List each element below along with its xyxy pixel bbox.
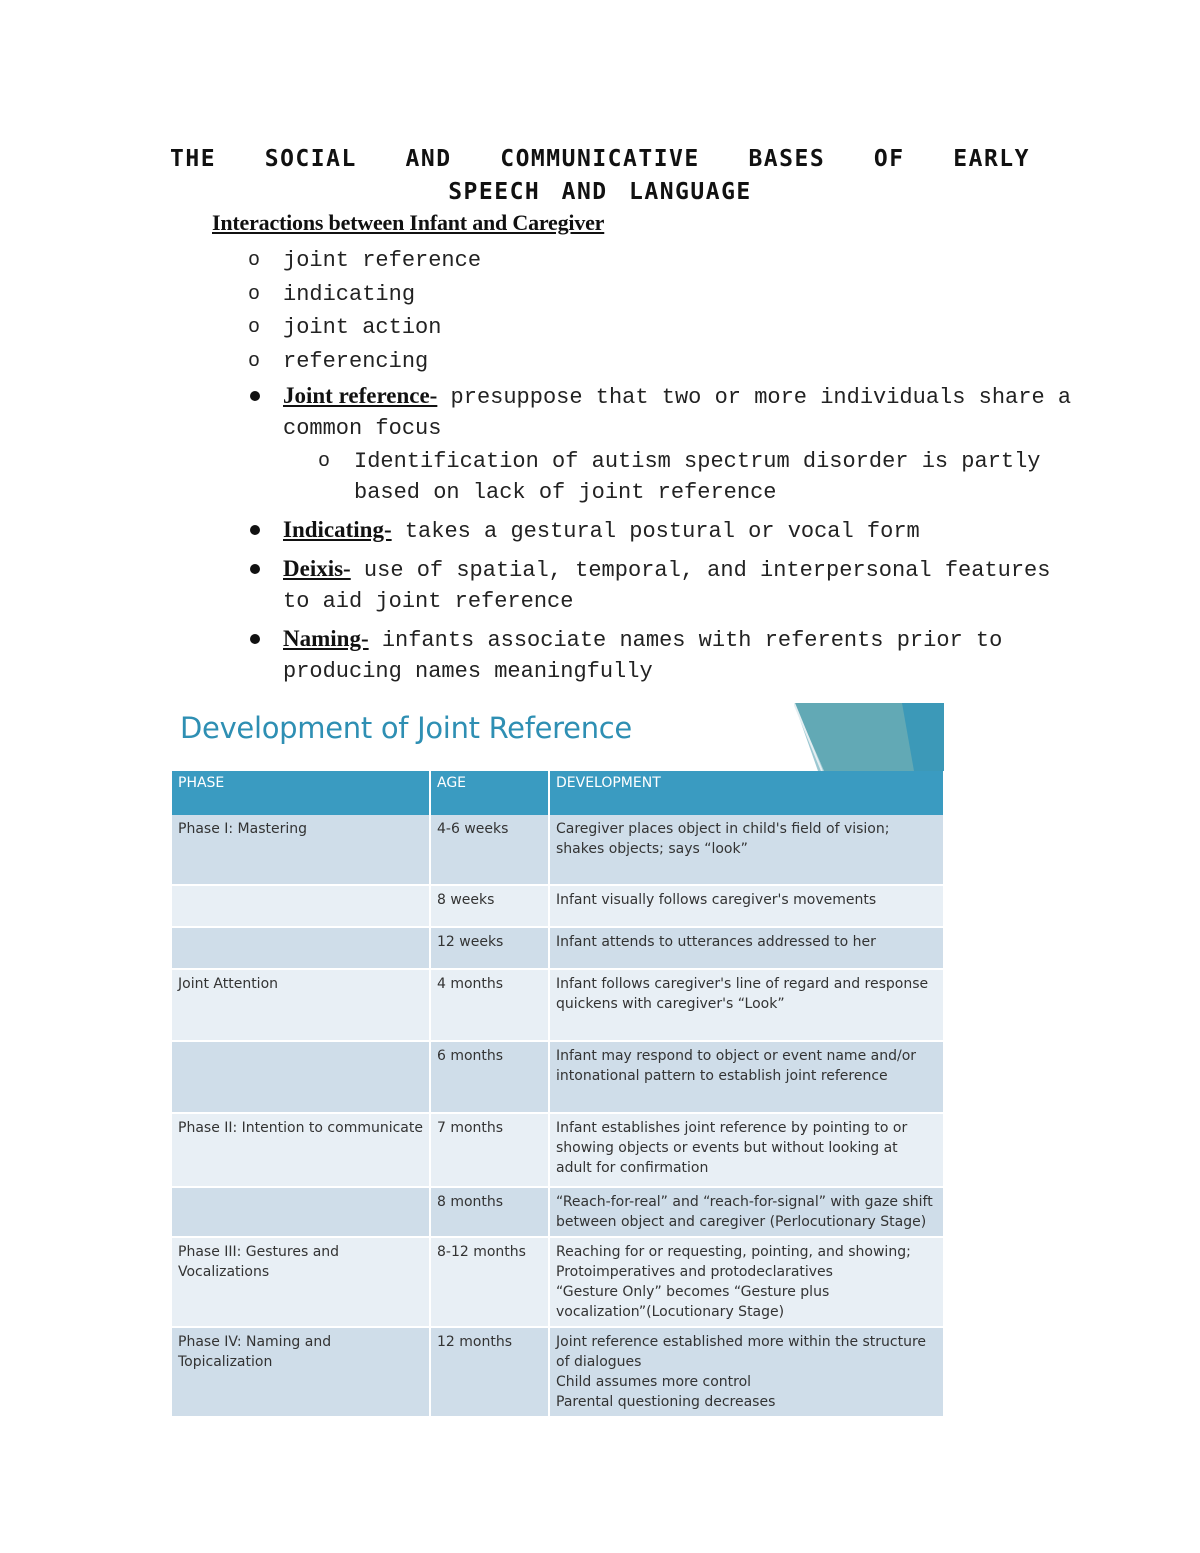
header-development: DEVELOPMENT xyxy=(549,771,944,815)
title-line-2: SPEECH AND LANGUAGE xyxy=(448,179,752,205)
cell-development: Infant may respond to object or event name and/or intonational pattern to establish joint reference xyxy=(549,1041,944,1113)
cell-phase: Phase III: Gestures and Vocalizations xyxy=(172,1237,430,1327)
cell-phase: Joint Attention xyxy=(172,969,430,1041)
cell-development: Joint reference established more within the structure of dialogues Child assumes more control Parental questioning decreases xyxy=(549,1327,944,1417)
title-line-1: THE SOCIAL AND COMMUNICATIVE BASES OF EARLY xyxy=(170,146,1030,172)
table-row xyxy=(172,1187,944,1237)
table-row xyxy=(172,885,944,927)
slide-title: Development of Joint Reference xyxy=(180,711,632,745)
term: Naming- xyxy=(283,626,369,651)
cell-development: “Reach-for-real” and “reach-for-signal” with gaze shift between object and caregiver (Perlocutionary Stage) xyxy=(549,1187,944,1237)
table-row xyxy=(172,1041,944,1113)
header-phase: PHASE xyxy=(172,771,430,815)
bullet-icon xyxy=(250,564,260,574)
cell-phase xyxy=(172,1187,430,1237)
definition-joint-reference xyxy=(248,380,1078,508)
cell-phase xyxy=(172,885,430,927)
cell-development: Infant visually follows caregiver's movements xyxy=(549,885,944,927)
header-age: AGE xyxy=(430,771,549,815)
bullet-icon xyxy=(250,634,260,644)
cell-phase xyxy=(172,927,430,969)
cell-development: Infant attends to utterances addressed to her xyxy=(549,927,944,969)
cell-development: Caregiver places object in child's field of vision; shakes objects; says “look” xyxy=(549,815,944,885)
definition-text: takes a gestural postural or vocal form xyxy=(391,519,920,544)
table-row xyxy=(172,1327,944,1417)
definition-indicating xyxy=(248,514,1078,547)
list-item: o indicating xyxy=(248,278,481,312)
list-item: o joint reference xyxy=(248,244,481,278)
cell-age: 12 weeks xyxy=(430,927,549,969)
cell-age: 7 months xyxy=(430,1113,549,1187)
table-row xyxy=(172,969,944,1041)
cell-age: 8 weeks xyxy=(430,885,549,927)
term: Deixis- xyxy=(283,556,351,581)
table-header-row xyxy=(172,771,944,815)
definition-text: use of spatial, temporal, and interpersonal features to aid joint reference xyxy=(283,558,1051,614)
cell-age: 4-6 weeks xyxy=(430,815,549,885)
slide-corner-decoration xyxy=(794,703,944,771)
table-row xyxy=(172,927,944,969)
sub-list xyxy=(283,446,1078,508)
section-subheading: Interactions between Infant and Caregiver xyxy=(212,210,605,235)
table-row xyxy=(172,1113,944,1187)
bullet-icon xyxy=(250,525,260,535)
term: Indicating- xyxy=(283,517,392,542)
definition-naming xyxy=(248,623,1078,687)
cell-phase: Phase II: Intention to communicate xyxy=(172,1113,430,1187)
definition-text: presuppose that two or more individuals share a common focus xyxy=(283,385,1072,441)
cell-phase xyxy=(172,1041,430,1113)
cell-age: 4 months xyxy=(430,969,549,1041)
cell-age: 6 months xyxy=(430,1041,549,1113)
cell-development: Infant establishes joint reference by pointing to or showing objects or events but without looking at adult for confirmation xyxy=(549,1113,944,1187)
cell-age: 8 months xyxy=(430,1187,549,1237)
slide-image xyxy=(172,703,944,1410)
definition-deixis xyxy=(248,553,1078,617)
table-row xyxy=(172,815,944,885)
list-item: o joint action xyxy=(248,311,481,345)
interaction-list xyxy=(248,244,481,378)
cell-age: 8-12 months xyxy=(430,1237,549,1327)
document-title xyxy=(170,143,1030,209)
definition-text: infants associate names with referents prior to producing names meaningfully xyxy=(283,628,1003,684)
definition-list xyxy=(248,380,1078,693)
cell-age: 12 months xyxy=(430,1327,549,1417)
list-item: o referencing xyxy=(248,345,481,379)
bullet-icon xyxy=(250,391,260,401)
cell-phase: Phase IV: Naming and Topicalization xyxy=(172,1327,430,1417)
cell-development: Reaching for or requesting, pointing, and showing; Protoimperatives and protodeclaratives “Gesture Only” becomes “Gesture plus vocalization”(Locutionary Stage) xyxy=(549,1237,944,1327)
table-row xyxy=(172,1237,944,1327)
joint-reference-table xyxy=(172,771,945,1418)
cell-phase: Phase I: Mastering xyxy=(172,815,430,885)
sub-item: o Identification of autism spectrum disorder is partly based on lack of joint reference xyxy=(318,446,1078,508)
cell-development: Infant follows caregiver's line of regard and response quickens with caregiver's “Look” xyxy=(549,969,944,1041)
term: Joint reference- xyxy=(283,383,438,408)
